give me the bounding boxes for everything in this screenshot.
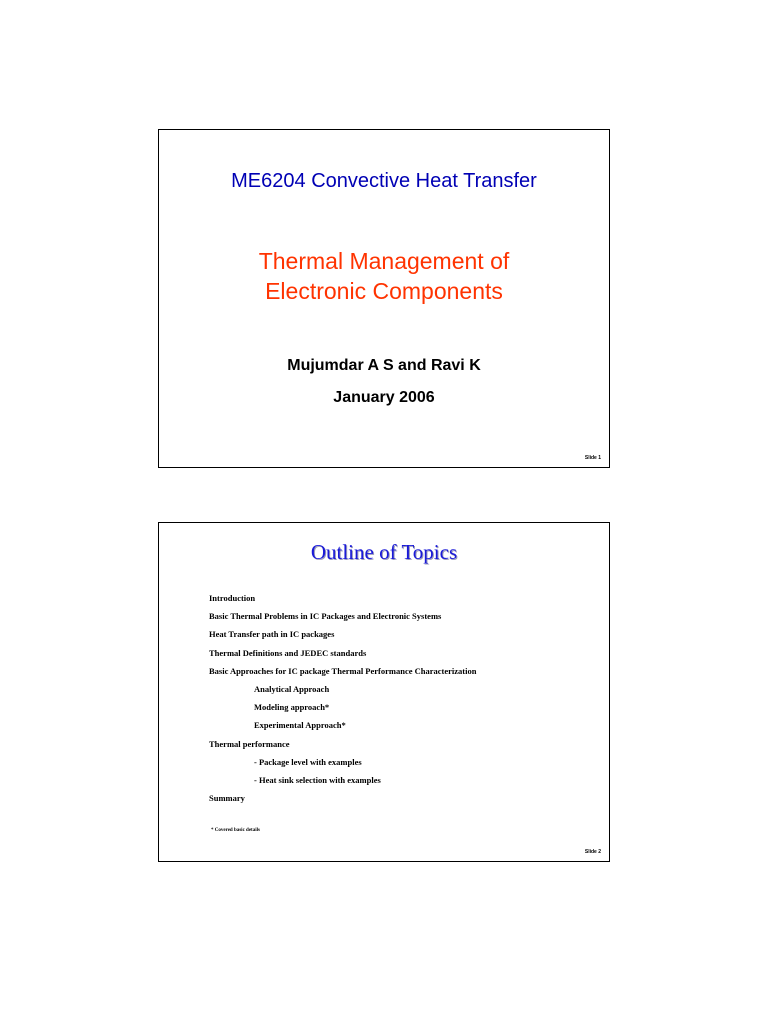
outline-item: Experimental Approach* <box>254 720 346 731</box>
main-title-line-2: Electronic Components <box>265 278 503 304</box>
course-title: ME6204 Convective Heat Transfer <box>231 170 537 192</box>
outline-item: Heat Transfer path in IC packages <box>209 629 335 640</box>
outline-item: Basic Approaches for IC package Thermal Performance Characterization <box>209 665 477 676</box>
slide-1 <box>158 129 610 468</box>
outline-item: Summary <box>209 793 245 804</box>
outline-item: Introduction <box>209 593 256 603</box>
outline-item: Analytical Approach <box>254 683 330 694</box>
footnote: * Covered basic details <box>211 828 260 833</box>
outline-item: - Package level with examples <box>254 756 362 767</box>
main-title <box>159 246 609 306</box>
outline-item: Basic Thermal Problems in IC Packages and Electronic Systems <box>209 611 442 622</box>
outline-item: Modeling approach* <box>254 702 330 713</box>
main-title-line-1: Thermal Management of <box>258 248 510 274</box>
outline-item: - Heat sink selection with examples <box>254 774 381 785</box>
slide-2 <box>158 522 610 862</box>
outline-item: Thermal Definitions and JEDEC standards <box>209 647 367 658</box>
slide-number: Slide 1 <box>584 455 601 461</box>
outline-item: Thermal performance <box>209 738 290 749</box>
slide-number: Slide 2 <box>584 849 601 855</box>
authors: Mujumdar A S and Ravi K <box>287 357 481 374</box>
outline-list <box>209 589 476 807</box>
date: January 2006 <box>333 389 435 406</box>
outline-title: Outline of Topics <box>310 540 458 564</box>
